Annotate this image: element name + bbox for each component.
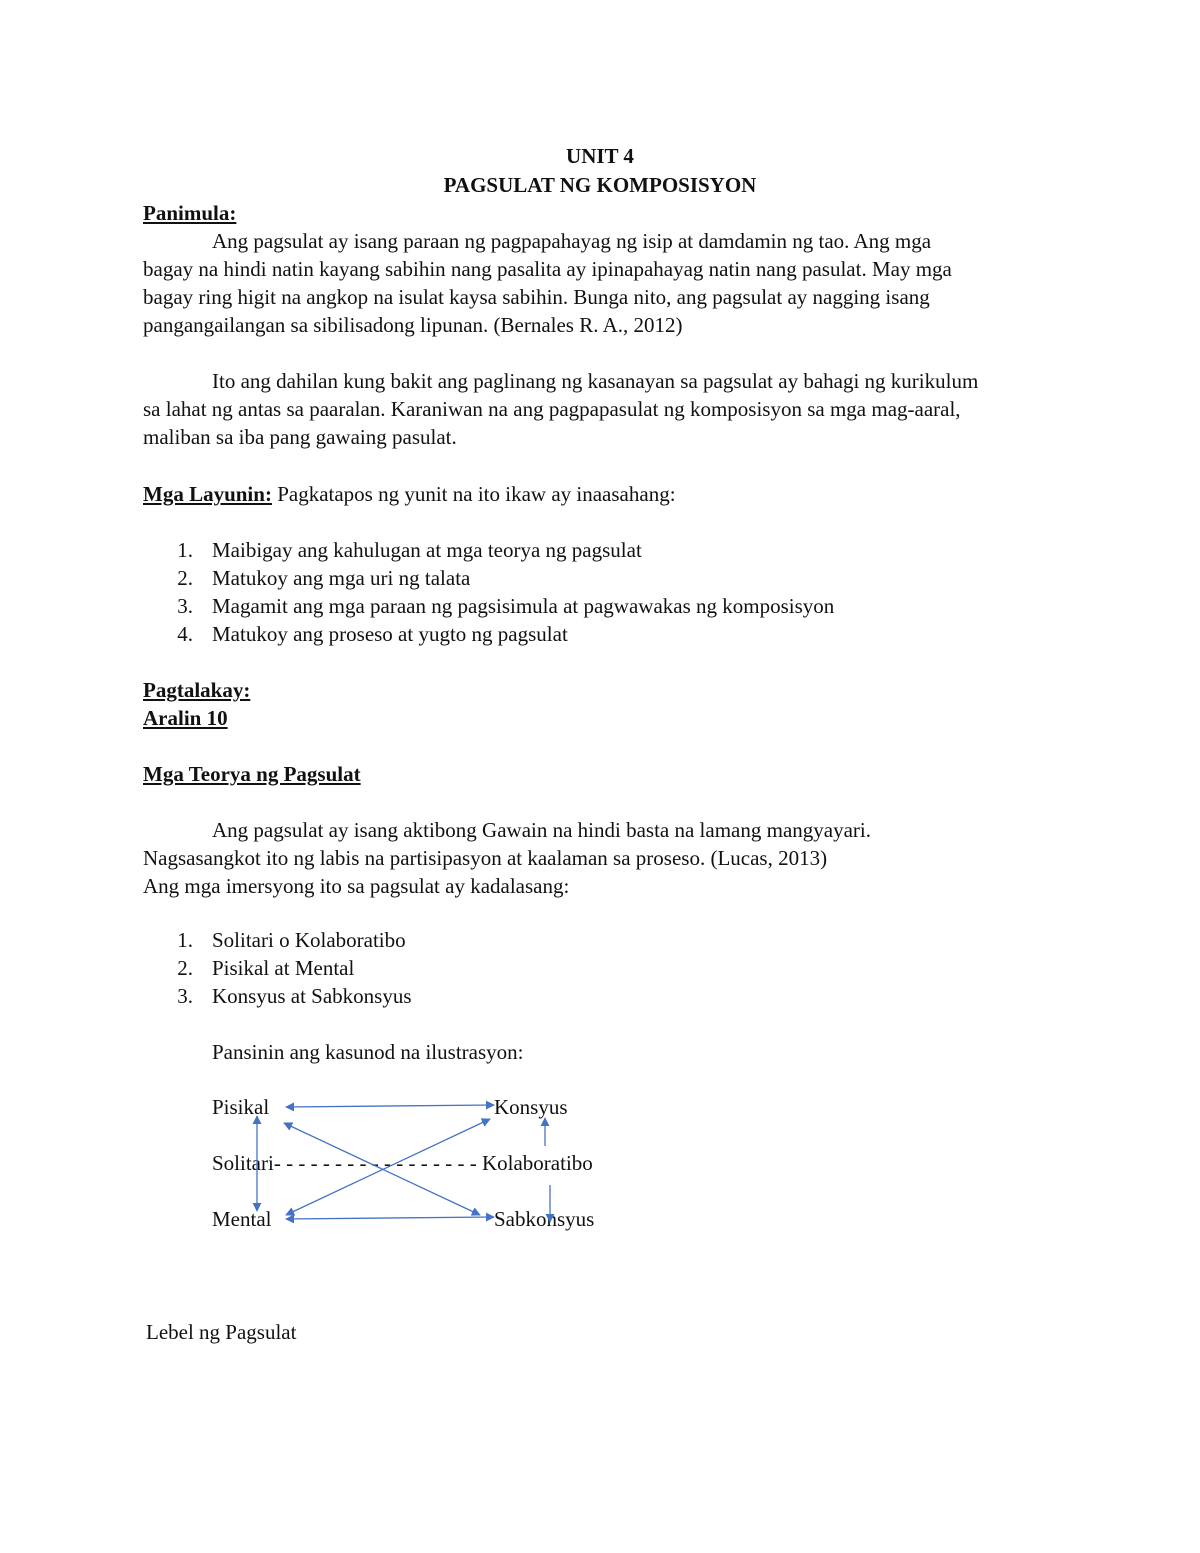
layunin-heading: Mga Layunin: — [143, 482, 272, 506]
layunin-item-4: Matukoy ang proseso at yugto ng pagsulat — [212, 622, 568, 646]
teorya-num-3: 3. — [177, 984, 193, 1008]
arrow-pisikal-konsyus — [286, 1105, 494, 1107]
label-mental: Mental — [212, 1207, 272, 1231]
aralin-heading: Aralin 10 — [143, 706, 228, 730]
arrow-mental-sabkonsyus — [286, 1217, 494, 1219]
label-konsyus: Konsyus — [494, 1095, 568, 1119]
layunin-num-3: 3. — [177, 594, 193, 618]
teorya-line-2: Nagsasangkot ito ng labis na partisipasyon at kaalaman sa proseso. (Lucas, 2013) — [143, 846, 828, 870]
teorya-item-3: Konsyus at Sabkonsyus — [212, 984, 412, 1008]
teorya-num-2: 2. — [177, 956, 193, 980]
teorya-line-3: Ang mga imersyong ito sa pagsulat ay kadalasang: — [143, 874, 570, 898]
dashed-line: - - - - - - - - - - - - - - - - - — [273, 1151, 477, 1175]
layunin-num-4: 4. — [177, 622, 193, 646]
para2-line-1: Ito ang dahilan kung bakit ang paglinang ng kasanayan sa pagsulat ay bahagi ng kurikulum — [212, 369, 979, 393]
teorya-item-2: Pisikal at Mental — [212, 956, 355, 980]
layunin-num-2: 2. — [177, 566, 193, 590]
pansinin-line: Pansinin ang kasunod na ilustrasyon: — [212, 1040, 524, 1064]
panimula-line-3: bagay ring higit na angkop na isulat kaysa sabihin. Bunga nito, ang pagsulat ay nagging isang — [143, 285, 930, 309]
para2-line-3: maliban sa iba pang gawaing pasulat. — [143, 425, 457, 449]
label-pisikal: Pisikal — [212, 1095, 270, 1119]
unit-title: UNIT 4 — [566, 144, 634, 168]
panimula-heading: Panimula: — [143, 201, 237, 225]
teorya-line-1: Ang pagsulat ay isang aktibong Gawain na hindi basta na lamang mangyayari. — [212, 818, 871, 842]
arrow-pisikal-sabkonsyus — [284, 1123, 480, 1215]
arrow-mental-konsyus — [286, 1119, 490, 1215]
panimula-line-4: pangangailangan sa sibilisadong lipunan. (Bernales R. A., 2012) — [143, 313, 683, 337]
label-solitari: Solitari — [212, 1151, 274, 1175]
teorya-heading: Mga Teorya ng Pagsulat — [143, 762, 361, 786]
teorya-num-1: 1. — [177, 928, 193, 952]
layunin-item-1: Maibigay ang kahulugan at mga teorya ng pagsulat — [212, 538, 642, 562]
label-sabkonsyus: Sabkonsyus — [494, 1207, 595, 1231]
label-kolaboratibo: Kolaboratibo — [481, 1151, 593, 1175]
para2-line-2: sa lahat ng antas sa paaralan. Karaniwan na ang pagpapasulat ng komposisyon sa mga mag-aaral, — [143, 397, 961, 421]
layunin-num-1: 1. — [177, 538, 193, 562]
panimula-line-2: bagay na hindi natin kayang sabihin nang pasalita ay ipinapahayag natin nang pasulat. May mga — [143, 257, 952, 281]
panimula-line-1: Ang pagsulat ay isang paraan ng pagpapahayag ng isip at damdamin ng tao. Ang mga — [212, 229, 932, 253]
page-title: PAGSULAT NG KOMPOSISYON — [443, 173, 757, 197]
layunin-item-3: Magamit ang mga paraan ng pagsisimula at pagwawakas ng komposisyon — [212, 594, 835, 618]
lebel-heading: Lebel ng Pagsulat — [146, 1320, 297, 1344]
pagtalakay-heading: Pagtalakay: — [143, 678, 251, 702]
layunin-item-2: Matukoy ang mga uri ng talata — [212, 566, 471, 590]
teorya-item-1: Solitari o Kolaboratibo — [212, 928, 406, 952]
layunin-intro: Pagkatapos ng yunit na ito ikaw ay inaasahang: — [271, 482, 676, 506]
